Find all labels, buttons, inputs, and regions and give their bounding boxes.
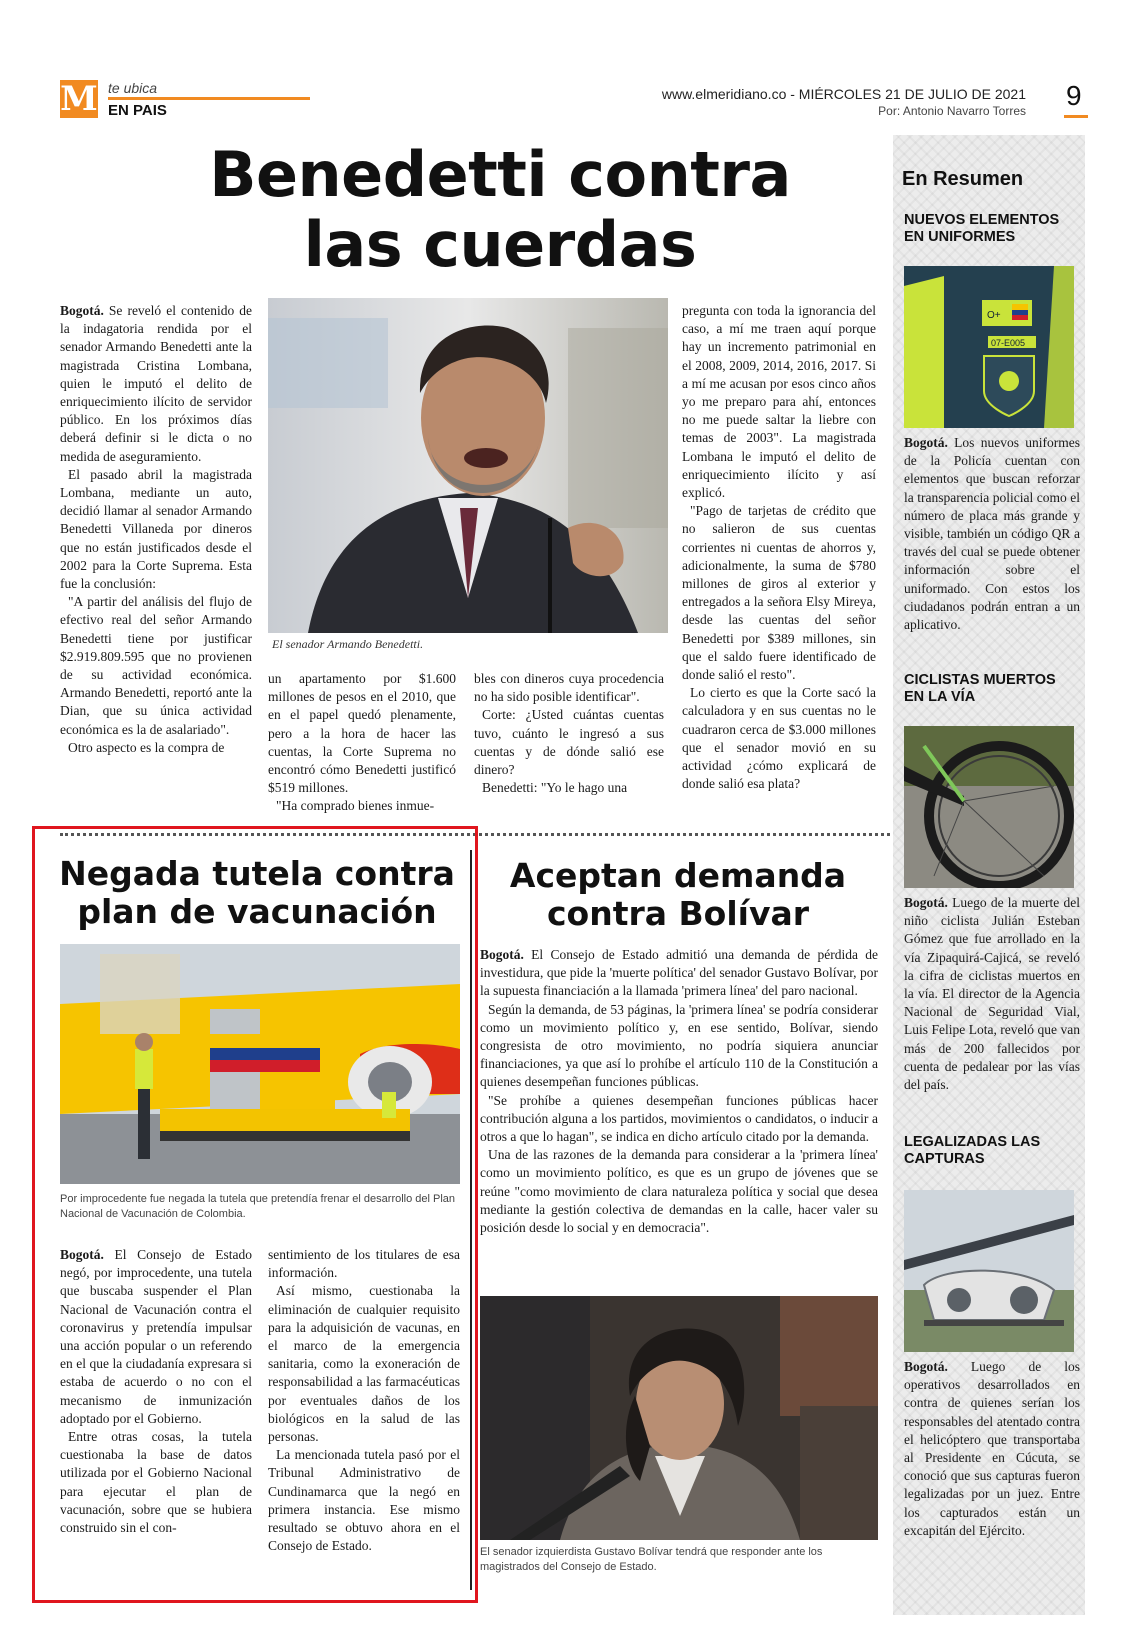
paragraph: Se reveló el contenido de la indagatoria rendida por el senador Armando Benedetti ante la magistrada Cristina Lombana, quien le imputó el delito de enriquecimiento ilícito de servidor público. En los próximos días deberá definir si le dicta o no medida de aseguramiento. [60, 303, 252, 464]
paragraph: Lo cierto es que la Corte sacó la calculadora y en sus cuentas no le cuadraron cerca de $3.000 millones que el senador movió en su actividad ¿cómo explicará de donde salió esa plata? [682, 685, 876, 792]
paragraph: Una de las razones de la demanda para considerar a la 'primera línea' como un movimiento político, es que es un grupo de jóvenes que se reúne "como movimiento de clara naturaleza política y social que desea mediante la gestión colectiva de demandas en la calle, hacer valer su posición desde lo social y en democracia". [480, 1147, 878, 1236]
paragraph: "Ha comprado bienes inmue- [276, 798, 435, 814]
paragraph: Benedetti: "Yo le hago una [482, 780, 628, 796]
paragraph: Según la demanda, de 53 páginas, la 'primera línea' se podría considerar como un movimiento político y, en ese sentido, Bolívar, siendo congresista de otro movimiento, no podría siquiera anunciar financiaciones, ya que así lo prohíbe el artículo 110 de la Constitución a quienes desempeñan funciones públicas. [480, 1001, 878, 1090]
main-headline-line2: las cuerdas [303, 208, 697, 281]
tutela-col2 [268, 1246, 460, 1555]
main-article-col4 [682, 302, 876, 793]
bicycle-photo [904, 726, 1074, 888]
dateline-city: Bogotá. [904, 1359, 948, 1374]
main-headline [140, 140, 860, 280]
bolivar-headline [478, 857, 878, 933]
dateline-city: Bogotá. [480, 947, 524, 962]
tutela-col1 [60, 1246, 252, 1537]
paragraph: "A partir del análisis del flujo de efectivo real del señor Armando Benedetti tiene por justificar $2.919.809.595 que no provienen de su actividad económica. Armando Benedetti, reportó ante la Dian, que su única actividad económica es la de asalariado". [60, 594, 252, 737]
paragraph: Los nuevos uniformes de la Policía cuentan con elementos que buscan reforzar la transparencia policial como el número de placa más grande y visible, también un código QR a través del cual se puede obtener información sobre el uniformado. Con estos los ciudadanos podrán entran a un aplicativo. [904, 435, 1080, 633]
column-rule [470, 850, 472, 1590]
main-headline-line1: Benedetti contra [209, 138, 791, 211]
paragraph: sentimiento de los titulares de esa información. [268, 1247, 460, 1281]
paragraph: El Consejo de Estado admitió una demanda de pérdida de investidura, que pide la 'muerte política' del senador Gustavo Bolívar, por la supuesta financiación a la llamada 'primera línea' del paro nacional. [480, 947, 878, 999]
bolivar-photo-caption: El senador izquierdista Gustavo Bolívar tendrá que responder ante los magistrados del Consejo de Estado. [480, 1546, 823, 1573]
paragraph: El Consejo de Estado negó, por improcedente, una tutela que buscaba suspender el Plan Nacional de Vacunación contra el coronavirus y pretendía impulsar una acción popular o un referendo en el que la ciudadanía expresara si estaba de acuerdo o no con el mecanismo de inmunización adoptado por el Gobierno. [60, 1247, 252, 1426]
paragraph: La mencionada tutela pasó por el Tribunal Administrativo de Cundinamarca que la negó en primera instancia. Ese mismo resultado se obtuvo ahora en el Consejo de Estado. [268, 1447, 460, 1554]
sidebar-item2-text [904, 894, 1080, 1094]
section-kicker: te ubica [108, 80, 158, 96]
tutela-headline [52, 855, 462, 931]
kicker-rule [108, 97, 310, 100]
paragraph: Entre otras cosas, la tutela cuestionaba la base de datos utilizada por el Gobierno Nacional para ejecutar el plan de vacunación, sobre que se hubiera construido sin el con- [60, 1429, 252, 1536]
paragraph: Luego de los operativos desarrollados en contra de quienes serían los responsables del atentado contra el helicóptero que transportaba al Presidente en Cúcuta, se conoció que sus capturas fueron legalizadas por un juez. Entre los capturados están un excapitán del Ejército. [904, 1359, 1080, 1538]
byline: Por: Antonio Navarro Torres [878, 104, 1026, 118]
sidebar-item3-heading: LEGALIZADAS LAS CAPTURAS [904, 1134, 1041, 1167]
paragraph: Corte: ¿Usted cuántas cuentas tuvo, cuánto le ingresó a sus cuentas y de dónde salió ese dinero? [474, 707, 664, 778]
bolivar-body [480, 946, 878, 1237]
page-number: 9 [1066, 80, 1082, 111]
paragraph: Otro aspecto es la compra de [68, 739, 225, 755]
main-article-col1 [60, 302, 252, 757]
dateline: www.elmeridiano.co - MIÉRCOLES 21 DE JULIO DE 2021 [661, 86, 1026, 102]
benedetti-photo-caption: El senador Armando Benedetti. [272, 637, 424, 651]
benedetti-photo [268, 298, 668, 633]
section-name: EN PAIS [108, 102, 167, 119]
helicopter-photo [904, 1190, 1074, 1352]
sidebar-item3-text [904, 1358, 1080, 1540]
tutela-headline-line1: Negada tutela contra [59, 854, 455, 893]
page-number-rule [1064, 115, 1088, 118]
dateline-city: Bogotá. [60, 303, 104, 318]
brand-logo: M [60, 79, 98, 119]
paragraph: pregunta con toda la ignorancia del caso, a mí me traen aquí porque hay un incremento patrimonial en el 2008, 2009, 2014, 2016, 2017. Si a mí me acusan por esos cinco años yo me preparo para ahí, entonces no me puede saltar la liebre con temas de 2003". La magistrada Lombana le imputó el delito de enriquecimiento ilícito y así explicó. [682, 303, 876, 501]
sidebar-item1-heading: NUEVOS ELEMENTOS EN UNIFORMES [904, 212, 1060, 245]
dateline-city: Bogotá. [904, 435, 948, 450]
sidebar-item1-text [904, 434, 1080, 634]
patch-blood-type: O+ [987, 310, 1001, 321]
patch-code: 07-E005 [991, 338, 1026, 348]
paragraph: bles con dineros cuya procedencia no ha sido posible identificar". [474, 671, 664, 705]
paragraph: Así mismo, cuestionaba la eliminación de cualquier requisito para la adquisición de vacunas, en el marco de la emergencia sanitaria, como la exoneración de responsabilidad a las farmacéuticas por eventuales daños de los biológicos en la salud de las personas. [268, 1283, 460, 1445]
paragraph: El pasado abril la magistrada Lombana, mediante un auto, decidió llamar al senador Armando Benedetti Villaneda por dineros que no están justificados desde el 2002 para la Corte Suprema. Esta fue la conclusión: [60, 466, 252, 592]
tutela-headline-line2: plan de vacunación [77, 892, 437, 931]
paragraph: "Pago de tarjetas de crédito que no salieron de sus cuentas corrientes ni cuentas de ahorros y, adicionalmente, la suma de $780 millones de giros al exterior y entregados a la señora Elsy Mireya, desde las cuentas del señor Benedetti por $389 millones, sin que el saldo fuere identificado de donde salió el resto". [682, 503, 876, 683]
bolivar-headline-line2: contra Bolívar [546, 894, 810, 933]
vaccine-cargo-photo [60, 944, 460, 1184]
main-article-col3 [474, 670, 664, 797]
paragraph: "Se prohíbe a quienes desempeñan funciones públicas hacer contribución alguna a los partidos, movimientos o candidatos, o inducir a otros a que lo hagan", se indica en dicho artículo citado por la demanda. [480, 1092, 878, 1145]
dateline-city: Bogotá. [60, 1247, 104, 1262]
uniform-photo [904, 266, 1074, 428]
sidebar-item2-heading: CICLISTAS MUERTOS EN LA VÍA [904, 672, 1056, 705]
sidebar-title: En Resumen [902, 168, 1024, 190]
paragraph: un apartamento por $1.600 millones de pesos en el 2010, que en el papel quedó plenamente, pero a la hora de hacer las cuentas, la Corte Suprema no encontró cómo Benedetti justificó $519 millones. [268, 671, 456, 796]
bolivar-headline-line1: Aceptan demanda [509, 856, 847, 895]
bolivar-photo [480, 1296, 878, 1540]
main-article-col2 [268, 670, 456, 816]
vaccine-photo-caption: Por improcedente fue negada la tutela que pretendía frenar el desarrollo del Plan Nacional de Vacunación de Colombia. [60, 1193, 456, 1220]
dateline-city: Bogotá. [904, 895, 948, 910]
paragraph: Luego de la muerte del niño ciclista Julián Esteban Gómez que fue arrollado en la vía Zipaquirá-Cajicá, se reveló la cifra de ciclistas muertos en la vía. El director de la Agencia Nacional de Seguridad Vial, Luis Felipe Lota, reveló que van más de 200 fallecidos por cuenta de pedalear por las vías del país. [904, 895, 1080, 1093]
